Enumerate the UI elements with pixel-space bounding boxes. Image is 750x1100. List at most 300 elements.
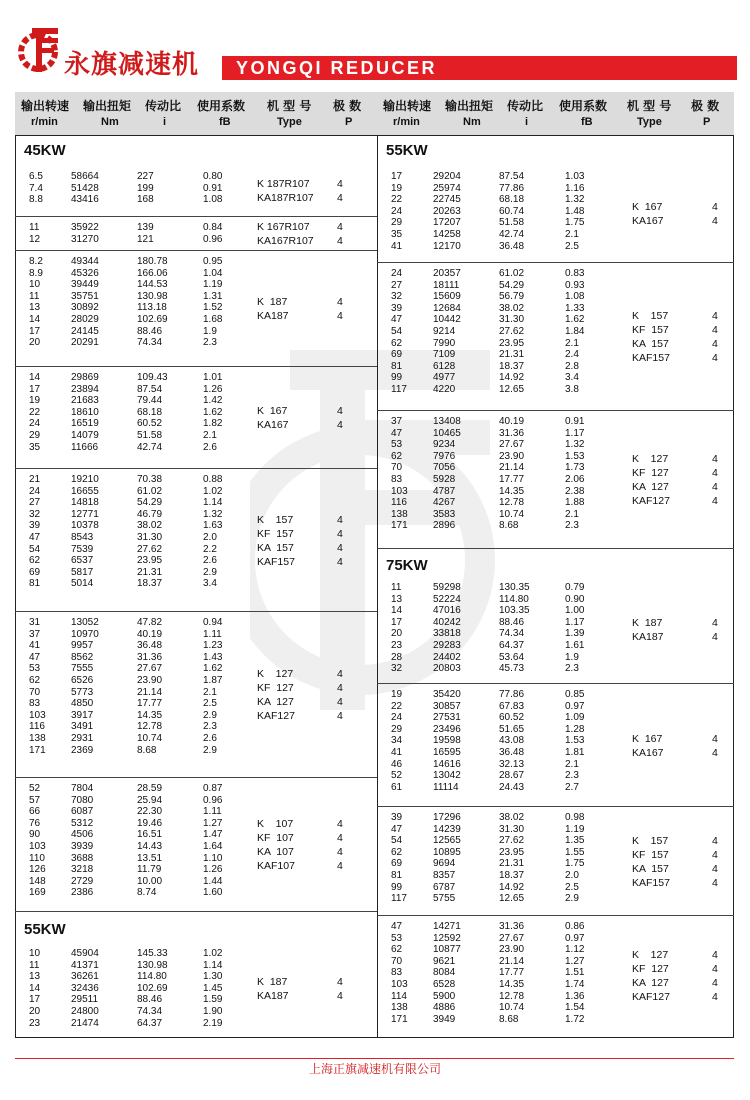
speed-cell: 41 bbox=[391, 746, 403, 758]
speed-cell: 47 bbox=[391, 427, 403, 439]
torque-cell: 11666 bbox=[71, 441, 99, 453]
torque-cell: 20263 bbox=[433, 205, 461, 217]
torque-cell: 39449 bbox=[71, 279, 99, 291]
speed-cell: 110 bbox=[29, 852, 45, 864]
ratio-cell: 28.59 bbox=[137, 783, 163, 794]
ratio-cell: 27.62 bbox=[499, 325, 525, 337]
pole-count: 4 bbox=[337, 696, 343, 708]
ratio-cell: 145.33 bbox=[137, 948, 168, 959]
speed-header-cn: 输出转速 bbox=[383, 99, 432, 113]
service-factor-cell: 1.03 bbox=[565, 171, 585, 182]
pole-count: 4 bbox=[337, 235, 343, 247]
torque-header-cn: 输出扭矩 bbox=[83, 99, 132, 113]
ratio-cell: 31.30 bbox=[499, 314, 525, 326]
torque-cell: 3491 bbox=[71, 721, 94, 733]
ratio-cell: 54.29 bbox=[499, 279, 525, 291]
service-factor-cell: 3.4 bbox=[565, 372, 579, 384]
torque-cell: 29283 bbox=[433, 639, 461, 651]
ratio-cell: 25.94 bbox=[137, 794, 163, 806]
pole-header-en: P bbox=[345, 116, 353, 128]
ratio-cell: 79.44 bbox=[137, 395, 163, 407]
torque-cell: 5817 bbox=[71, 566, 94, 578]
speed-cell: 14 bbox=[391, 605, 403, 617]
speed-cell: 54 bbox=[391, 325, 403, 337]
footer-divider bbox=[15, 1058, 734, 1059]
brand-name-en: YONGQI REDUCER bbox=[236, 58, 438, 78]
speed-cell: 81 bbox=[391, 869, 403, 881]
torque-cell: 2369 bbox=[71, 744, 94, 756]
pole-count: 4 bbox=[337, 541, 343, 554]
spec-section-75kw bbox=[377, 548, 734, 578]
speed-cell: 32 bbox=[391, 663, 403, 675]
torque-cell: 3583 bbox=[433, 508, 456, 520]
speed-cell: 11 bbox=[29, 222, 40, 233]
service-factor-cell: 0.97 bbox=[565, 932, 585, 944]
ratio-cell: 87.54 bbox=[137, 383, 163, 395]
service-factor-cell: 3.4 bbox=[203, 578, 217, 590]
pole-count: 4 bbox=[337, 513, 343, 526]
torque-cell: 16595 bbox=[433, 746, 461, 758]
torque-cell: 29869 bbox=[71, 372, 99, 383]
torque-cell: 9957 bbox=[71, 640, 94, 652]
speed-cell: 62 bbox=[391, 846, 403, 858]
torque-cell: 20291 bbox=[71, 337, 99, 349]
torque-cell: 6526 bbox=[71, 674, 94, 686]
torque-cell: 15609 bbox=[433, 291, 461, 303]
model-type: KA 107 bbox=[257, 846, 294, 858]
torque-cell: 5014 bbox=[71, 578, 94, 590]
speed-cell: 24 bbox=[29, 418, 41, 430]
speed-cell: 10 bbox=[29, 279, 41, 291]
ratio-cell: 21.14 bbox=[499, 462, 525, 474]
service-factor-cell: 1.12 bbox=[565, 944, 585, 956]
service-factor-cell: 1.27 bbox=[565, 955, 585, 967]
torque-cell: 30892 bbox=[71, 302, 99, 314]
torque-cell: 41371 bbox=[71, 959, 99, 971]
speed-cell: 53 bbox=[391, 439, 403, 451]
right-column-header bbox=[377, 92, 734, 136]
torque-cell: 13408 bbox=[433, 416, 461, 427]
speed-cell: 148 bbox=[29, 875, 46, 887]
service-factor-cell: 2.9 bbox=[565, 893, 579, 905]
service-factor-cell: 1.04 bbox=[203, 267, 223, 279]
torque-cell: 10895 bbox=[433, 846, 461, 858]
service-factor-cell: 2.2 bbox=[203, 543, 217, 555]
spec-group bbox=[377, 410, 734, 548]
speed-cell: 103 bbox=[391, 485, 408, 497]
pole-count: 4 bbox=[712, 862, 718, 875]
ratio-cell: 130.98 bbox=[137, 290, 168, 302]
torque-cell: 12684 bbox=[433, 302, 461, 314]
spec-group bbox=[377, 166, 734, 262]
torque-cell: 24145 bbox=[71, 325, 99, 337]
service-factor-cell: 1.14 bbox=[203, 497, 223, 509]
service-factor-cell: 1.90 bbox=[203, 1005, 223, 1017]
model-type: K 187 bbox=[257, 296, 288, 308]
pole-count: 4 bbox=[712, 848, 718, 861]
speed-cell: 70 bbox=[391, 955, 403, 967]
service-factor-cell: 1.87 bbox=[203, 674, 223, 686]
pole-count: 4 bbox=[337, 555, 343, 568]
model-type: KF 157 bbox=[257, 527, 294, 540]
speed-cell: 32 bbox=[29, 508, 41, 520]
service-factor-cell: 2.5 bbox=[203, 698, 217, 710]
spec-group bbox=[377, 915, 734, 1035]
torque-header-en: Nm bbox=[463, 116, 481, 128]
torque-cell: 19210 bbox=[71, 474, 99, 485]
torque-cell: 3917 bbox=[71, 709, 94, 721]
speed-cell: 8.2 bbox=[29, 256, 43, 267]
speed-cell: 171 bbox=[391, 1013, 408, 1025]
service-factor-cell: 1.19 bbox=[203, 279, 223, 291]
service-factor-cell: 1.63 bbox=[203, 520, 223, 532]
service-factor-cell: 1.60 bbox=[203, 887, 223, 899]
service-factor-cell: 1.16 bbox=[565, 182, 585, 194]
service-factor-cell: 1.11 bbox=[203, 806, 222, 818]
pole-count: 4 bbox=[712, 495, 718, 507]
speed-cell: 62 bbox=[29, 555, 41, 567]
ratio-cell: 31.30 bbox=[137, 531, 163, 543]
pole-count: 4 bbox=[712, 963, 718, 975]
ratio-cell: 13.51 bbox=[137, 852, 163, 864]
torque-cell: 19598 bbox=[433, 735, 461, 747]
speed-cell: 27 bbox=[391, 279, 403, 291]
model-type: KAF157 bbox=[632, 876, 670, 889]
ratio-cell: 61.02 bbox=[499, 268, 525, 279]
torque-cell: 23894 bbox=[71, 383, 99, 395]
model-type: KA 127 bbox=[632, 977, 669, 989]
ratio-cell: 46.79 bbox=[137, 508, 163, 520]
ratio-cell: 8.68 bbox=[137, 744, 157, 756]
ratio-cell: 40.19 bbox=[137, 628, 163, 640]
speed-cell: 35 bbox=[391, 228, 403, 240]
ratio-cell: 23.90 bbox=[137, 674, 163, 686]
ratio-header-cn: 传动比 bbox=[507, 99, 544, 113]
service-factor-cell: 1.26 bbox=[203, 864, 223, 876]
service-factor-cell: 1.14 bbox=[203, 959, 223, 971]
service-factor-cell: 0.88 bbox=[203, 474, 223, 485]
pole-count: 4 bbox=[712, 991, 718, 1003]
torque-cell: 18111 bbox=[433, 279, 460, 291]
pole-count: 4 bbox=[712, 338, 718, 350]
speed-cell: 20 bbox=[29, 337, 41, 349]
ratio-cell: 23.95 bbox=[137, 555, 163, 567]
spec-group bbox=[15, 468, 377, 611]
model-type: KF 157 bbox=[632, 324, 669, 336]
speed-cell: 17 bbox=[29, 325, 41, 337]
model-type: KA187 bbox=[257, 990, 289, 1002]
pole-count: 4 bbox=[712, 324, 718, 336]
speed-cell: 116 bbox=[29, 721, 45, 733]
sf-header-en: fB bbox=[581, 116, 593, 128]
speed-cell: 62 bbox=[391, 450, 403, 462]
pole-count: 4 bbox=[337, 818, 343, 830]
service-factor-cell: 1.55 bbox=[565, 846, 585, 858]
spec-group bbox=[377, 806, 734, 915]
service-factor-cell: 1.75 bbox=[565, 217, 585, 229]
spec-group bbox=[15, 366, 377, 468]
model-type: K 157 bbox=[632, 834, 669, 847]
pole-count: 4 bbox=[712, 310, 718, 322]
service-factor-cell: 1.72 bbox=[565, 1013, 585, 1025]
spec-group bbox=[377, 262, 734, 410]
torque-cell: 27531 bbox=[433, 712, 461, 724]
service-factor-cell: 0.87 bbox=[203, 783, 223, 794]
torque-cell: 9234 bbox=[433, 439, 456, 451]
ratio-cell: 114.80 bbox=[137, 971, 167, 983]
service-factor-cell: 2.6 bbox=[203, 441, 217, 453]
page-header bbox=[0, 0, 750, 90]
torque-cell: 5928 bbox=[433, 473, 456, 485]
service-factor-cell: 2.3 bbox=[565, 520, 579, 532]
service-factor-cell: 1.17 bbox=[565, 427, 585, 439]
pole-count: 4 bbox=[712, 876, 718, 889]
ratio-cell: 77.86 bbox=[499, 689, 525, 700]
service-factor-cell: 1.17 bbox=[565, 616, 585, 628]
ratio-cell: 27.67 bbox=[137, 663, 163, 675]
speed-cell: 69 bbox=[391, 858, 403, 870]
model-type: K 187 bbox=[257, 976, 288, 988]
speed-cell: 54 bbox=[391, 835, 403, 847]
service-factor-cell: 1.33 bbox=[565, 302, 585, 314]
speed-cell: 126 bbox=[29, 864, 46, 876]
speed-cell: 10 bbox=[29, 948, 41, 959]
ratio-cell: 23.90 bbox=[499, 450, 525, 462]
speed-cell: 53 bbox=[391, 932, 403, 944]
service-factor-cell: 1.02 bbox=[203, 485, 223, 497]
service-factor-cell: 1.61 bbox=[565, 639, 585, 651]
service-factor-cell: 2.3 bbox=[203, 337, 217, 349]
ratio-cell: 47.82 bbox=[137, 617, 163, 628]
ratio-cell: 22.30 bbox=[137, 806, 163, 818]
ratio-cell: 88.46 bbox=[499, 616, 525, 628]
ratio-cell: 60.52 bbox=[499, 712, 525, 724]
speed-cell: 32 bbox=[391, 291, 403, 303]
ratio-cell: 168 bbox=[137, 194, 154, 206]
ratio-cell: 54.29 bbox=[137, 497, 163, 509]
torque-cell: 8357 bbox=[433, 869, 456, 881]
ratio-cell: 12.78 bbox=[137, 721, 163, 733]
speed-cell: 27 bbox=[29, 497, 41, 509]
service-factor-cell: 2.9 bbox=[203, 744, 217, 756]
torque-cell: 6787 bbox=[433, 881, 456, 893]
service-factor-cell: 2.1 bbox=[203, 429, 217, 441]
model-type: KF 127 bbox=[257, 682, 294, 694]
ratio-cell: 38.02 bbox=[499, 812, 525, 823]
ratio-cell: 10.74 bbox=[137, 732, 163, 744]
speed-cell: 103 bbox=[391, 978, 408, 990]
pole-count: 4 bbox=[337, 832, 343, 844]
torque-cell: 3218 bbox=[71, 864, 94, 876]
model-type: K 127 bbox=[632, 453, 669, 465]
service-factor-cell: 2.9 bbox=[203, 566, 217, 578]
ratio-cell: 64.37 bbox=[137, 1017, 163, 1029]
speed-cell: 138 bbox=[29, 732, 46, 744]
service-factor-cell: 2.38 bbox=[565, 485, 585, 497]
speed-cell: 24 bbox=[391, 205, 403, 217]
model-type: KA167R107 bbox=[257, 235, 314, 247]
pole-count: 4 bbox=[712, 834, 718, 847]
torque-cell: 45326 bbox=[71, 267, 99, 279]
service-factor-cell: 0.86 bbox=[565, 921, 585, 932]
spec-group bbox=[15, 943, 377, 1035]
torque-cell: 25974 bbox=[433, 182, 461, 194]
speed-header-cn: 输出转速 bbox=[21, 99, 70, 113]
model-type: K 167 bbox=[632, 201, 663, 213]
speed-cell: 14 bbox=[29, 372, 41, 383]
ratio-cell: 67.83 bbox=[499, 700, 525, 712]
model-type: KA167 bbox=[632, 215, 664, 227]
ratio-header-cn: 传动比 bbox=[145, 99, 182, 113]
service-factor-cell: 0.98 bbox=[565, 812, 585, 823]
speed-cell: 21 bbox=[29, 474, 41, 485]
ratio-cell: 42.74 bbox=[137, 441, 163, 453]
ratio-cell: 68.18 bbox=[137, 406, 163, 418]
service-factor-cell: 1.32 bbox=[565, 194, 585, 206]
speed-cell: 37 bbox=[391, 416, 403, 427]
service-factor-cell: 1.23 bbox=[203, 640, 223, 652]
speed-cell: 76 bbox=[29, 817, 41, 829]
ratio-cell: 88.46 bbox=[137, 325, 163, 337]
ratio-cell: 70.38 bbox=[137, 474, 163, 485]
ratio-cell: 17.77 bbox=[499, 967, 525, 979]
torque-cell: 6537 bbox=[71, 555, 94, 567]
ratio-cell: 27.62 bbox=[137, 543, 163, 555]
pole-count: 4 bbox=[337, 310, 343, 322]
torque-cell: 20803 bbox=[433, 663, 461, 675]
service-factor-cell: 1.51 bbox=[565, 967, 585, 979]
torque-cell: 31270 bbox=[71, 233, 99, 245]
spec-group bbox=[15, 250, 377, 366]
torque-cell: 14271 bbox=[433, 921, 461, 932]
footer-company: 上海正旗减速机有限公司 bbox=[308, 1062, 441, 1076]
service-factor-cell: 2.5 bbox=[565, 881, 579, 893]
service-factor-cell: 0.85 bbox=[565, 689, 585, 700]
torque-cell: 13052 bbox=[71, 617, 99, 628]
spec-group bbox=[15, 777, 377, 911]
model-type: KAF127 bbox=[632, 495, 670, 507]
speed-cell: 169 bbox=[29, 887, 46, 899]
model-type: KF 127 bbox=[632, 467, 669, 479]
torque-cell: 35420 bbox=[433, 689, 461, 700]
service-factor-cell: 1.11 bbox=[203, 628, 222, 640]
service-factor-cell: 1.81 bbox=[565, 746, 585, 758]
torque-cell: 13042 bbox=[433, 770, 461, 782]
spec-group bbox=[15, 166, 377, 216]
torque-cell: 33818 bbox=[433, 628, 461, 640]
model-type: KA187R107 bbox=[257, 192, 314, 204]
sf-header-cn: 使用系数 bbox=[197, 99, 246, 113]
pole-count: 4 bbox=[337, 860, 343, 872]
torque-cell: 10970 bbox=[71, 628, 99, 640]
ratio-cell: 12.65 bbox=[499, 893, 525, 905]
torque-cell: 5900 bbox=[433, 990, 456, 1002]
speed-cell: 14 bbox=[29, 313, 41, 325]
torque-cell: 14258 bbox=[433, 228, 461, 240]
model-type: KA 127 bbox=[632, 481, 669, 493]
service-factor-cell: 1.00 bbox=[565, 605, 585, 617]
service-factor-cell: 2.9 bbox=[203, 709, 217, 721]
ratio-cell: 77.86 bbox=[499, 182, 525, 194]
torque-header-en: Nm bbox=[101, 116, 119, 128]
speed-cell: 41 bbox=[29, 640, 41, 652]
pole-count: 4 bbox=[337, 419, 343, 431]
model-type: K 167 bbox=[632, 732, 663, 745]
torque-cell: 5755 bbox=[433, 893, 456, 905]
service-factor-cell: 1.84 bbox=[565, 325, 585, 337]
torque-cell: 58664 bbox=[71, 171, 99, 182]
model-type: KA 157 bbox=[632, 338, 669, 350]
ratio-cell: 60.52 bbox=[137, 418, 163, 430]
ratio-cell: 139 bbox=[137, 222, 154, 233]
ratio-cell: 27.62 bbox=[499, 835, 525, 847]
speed-cell: 37 bbox=[29, 628, 41, 640]
speed-cell: 62 bbox=[391, 944, 403, 956]
torque-cell: 9694 bbox=[433, 858, 456, 870]
ratio-cell: 12.78 bbox=[499, 497, 525, 509]
ratio-cell: 8.68 bbox=[499, 520, 519, 532]
torque-cell: 16655 bbox=[71, 485, 99, 497]
torque-cell: 12592 bbox=[433, 932, 461, 944]
torque-cell: 14616 bbox=[433, 758, 461, 770]
ratio-cell: 10.74 bbox=[499, 508, 525, 520]
torque-cell: 4850 bbox=[71, 698, 94, 710]
service-factor-cell: 1.27 bbox=[203, 817, 223, 829]
pole-count: 4 bbox=[337, 846, 343, 858]
model-type: K 167 bbox=[257, 405, 288, 417]
speed-cell: 47 bbox=[29, 531, 41, 543]
ratio-cell: 8.74 bbox=[137, 887, 157, 899]
speed-cell: 83 bbox=[391, 473, 403, 485]
service-factor-cell: 0.83 bbox=[565, 268, 585, 279]
torque-cell: 6528 bbox=[433, 978, 456, 990]
torque-cell: 59298 bbox=[433, 582, 461, 593]
torque-cell: 52224 bbox=[433, 593, 461, 605]
service-factor-cell: 1.08 bbox=[565, 291, 585, 303]
ratio-cell: 8.68 bbox=[499, 1013, 519, 1025]
speed-cell: 34 bbox=[391, 735, 403, 747]
speed-cell: 8.9 bbox=[29, 267, 43, 279]
ratio-cell: 166.06 bbox=[137, 267, 168, 279]
torque-cell: 2896 bbox=[433, 520, 456, 532]
torque-cell: 8562 bbox=[71, 651, 94, 663]
speed-cell: 47 bbox=[29, 651, 41, 663]
torque-cell: 47016 bbox=[433, 605, 461, 617]
model-type: K 157 bbox=[632, 310, 669, 322]
service-factor-cell: 2.06 bbox=[565, 473, 585, 485]
pole-count: 4 bbox=[712, 977, 718, 989]
speed-cell: 6.5 bbox=[29, 171, 43, 182]
pole-count: 4 bbox=[712, 481, 718, 493]
service-factor-cell: 2.1 bbox=[565, 758, 579, 770]
speed-cell: 24 bbox=[391, 268, 403, 279]
section-title-55kw: 55KW bbox=[386, 142, 428, 159]
service-factor-cell: 2.1 bbox=[565, 337, 579, 349]
torque-cell: 10877 bbox=[433, 944, 461, 956]
service-factor-cell: 2.5 bbox=[565, 240, 579, 252]
section-title-75kw: 75KW bbox=[386, 557, 428, 574]
pole-count: 4 bbox=[712, 467, 718, 479]
ratio-cell: 31.30 bbox=[499, 823, 525, 835]
speed-cell: 81 bbox=[29, 578, 41, 590]
ratio-cell: 227 bbox=[137, 171, 154, 182]
ratio-cell: 102.69 bbox=[137, 982, 168, 994]
model-type: KF 157 bbox=[632, 848, 669, 861]
speed-cell: 39 bbox=[391, 302, 403, 314]
speed-cell: 99 bbox=[391, 372, 403, 384]
service-factor-cell: 1.62 bbox=[203, 406, 223, 418]
service-factor-cell: 1.30 bbox=[203, 971, 223, 983]
